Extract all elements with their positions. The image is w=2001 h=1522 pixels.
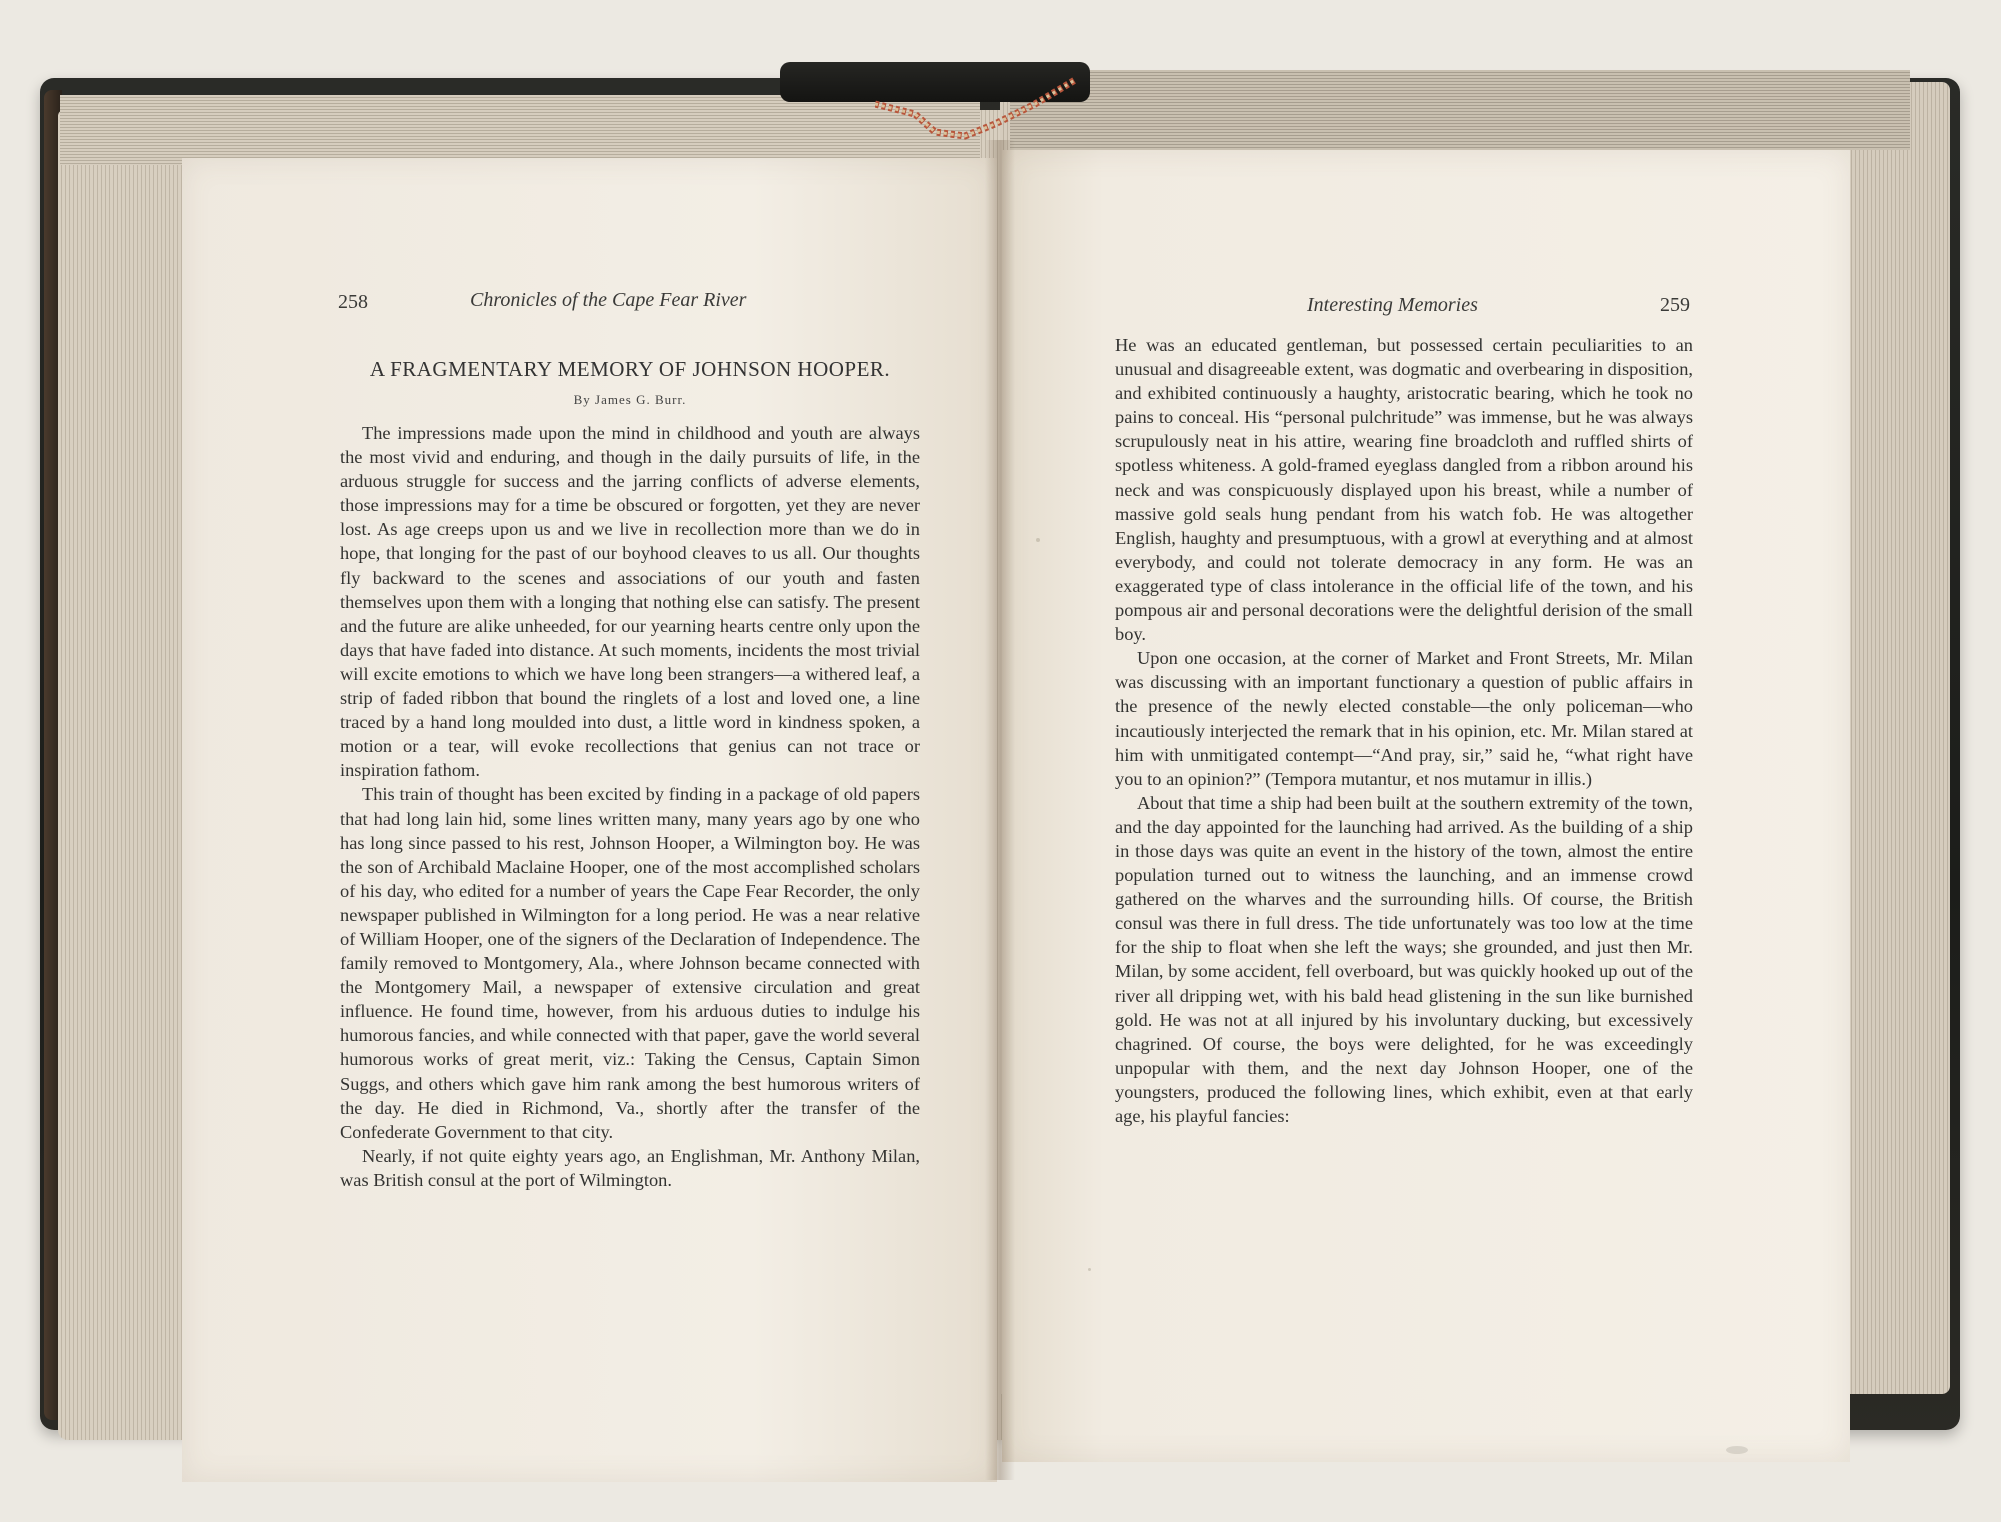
left-paragraph-1: The impressions made upon the mind in childhood and youth are always the most vivid and enduring, and though in the daily pursuits of life, in the arduous struggle for success and the jarring conflicts of adverse elements, those impressions may for a time be obscured or forgotten, yet they are never lost. As age creeps upon us and we live in recollection more than we do in hope, that longing for the past of our boyhood cleaves to us all. Our thoughts fly backward to the scenes and associations of our youth and fasten themselves upon them with a longing that nothing else can satisfy. The present and the future are alike unheeded, for our yearning hearts centre only upon the days that have faded into distance. At such moments, incidents the most trivial will excite emotions to which we have long been strangers—a withered leaf, a strip of faded ribbon that bound the ringlets of a lost and loved one, a line traced by a hand long moulded into dust, a little word in kindness spoken, a motion or a tear, will evoke recollections that genius can not trace or inspiration fathom. [340,423,920,781]
article-byline: By James G. Burr. [573,392,687,407]
right-running-title: Interesting Memories [1307,294,1478,316]
left-page-body [340,421,920,1192]
left-top-page-edges [60,95,980,165]
bookmark-ribbon-icon [875,74,1095,144]
right-page-number: 259 [1660,294,1690,316]
right-paragraph-2: Upon one occasion, at the corner of Market and Front Streets, Mr. Milan was discussing with an important functionary a question of public affairs in the presence of the newly elected constable—the only policeman—who incautiously interjected the remark that in his opinion, etc. Mr. Milan stared at him with unmitigated contempt—“And pray, sir,” said he, “what right have you to an opinion?” (Tempora mutantur, et nos mutamur in illis.) [1115,648,1693,789]
right-paragraph-3: About that time a ship had been built at the southern extremity of the town, and the day appointed for the launching had arrived. As the building of a ship in those days was quite an event in the history of the town, almost the entire population turned out to witness the launching, and an immense crowd gathered on the wharves and the surrounding hills. Of course, the British consul was there in full dress. The tide unfortunately was too low at the time for the ship to float when she left the ways; she grounded, and just then Mr. Milan, by some accident, fell overboard, but was quickly hooked up out of the river all dripping wet, with his bald head glistening in the sun like burnished gold. He was not at all injured by his involuntary ducking, but excessively chagrined. Of course, the boys were delighted, for he was exceedingly unpopular with them, and the next day Johnson Hooper, one of the youngsters, produced the following lines, which exhibit, even at that early age, his playful fancies: [1115,792,1693,1126]
article-title: A FRAGMENTARY MEMORY OF JOHNSON HOOPER. [369,357,891,381]
paper-speck [1088,1268,1091,1271]
right-page-body [1115,333,1693,1128]
left-page-number: 258 [338,291,368,313]
left-running-title: Chronicles of the Cape Fear River [470,289,747,311]
paper-speck [1726,1446,1748,1454]
left-paragraph-3: Nearly, if not quite eighty years ago, an Englishman, Mr. Anthony Milan, was British consul at the port of Wilmington. [340,1145,920,1190]
paper-speck [1036,538,1040,542]
left-paragraph-2: This train of thought has been excited by finding in a package of old papers that had long lain hid, some lines written many, many years ago by one who has long since passed to his rest, Johnson Hooper, a Wilmington boy. He was the son of Archibald Maclaine Hooper, one of the most accomplished scholars of his day, who edited for a number of years the Cape Fear Recorder, the only newspaper published in Wilmington for a long period. He was a near relative of William Hooper, one of the signers of the Declaration of Independence. The family removed to Montgomery, Ala., where Johnson became connected with the Montgomery Mail, a newspaper of extensive circulation and great influence. He found time, however, from his arduous duties to indulge his humorous fancies, and while connected with that paper, gave the world several humorous works of great merit, viz.: Taking the Census, Captain Simon Suggs, and others which gave him rank among the best humorous writers of the day. He died in Richmond, Va., shortly after the transfer of the Confederate Government to that city. [340,784,920,1142]
right-paragraph-1: He was an educated gentleman, but possessed certain peculiarities to an unusual and disagreeable extent, was dogmatic and overbearing in disposition, and exhibited continuously a haughty, aristocratic bearing, which he took no pains to conceal. His “personal pulchritude” was immense, but he was always scrupulously neat in his attire, wearing fine broadcloth and ruffled shirts of spotless whiteness. A gold-framed eyeglass dangled from a ribbon around his neck and was conspicuously displayed upon his breast, while a number of massive gold seals hung pendant from his watch fob. He was altogether English, haughty and presumptuous, with a growl at everything and at almost everybody, and could not tolerate democracy in any form. He was an exaggerated type of class intolerance in the official life of the town, and his pompous air and personal decorations were the delightful derision of the small boy. [1115,335,1693,645]
book-gutter [985,140,1015,1480]
right-top-page-edges [1010,70,1910,150]
